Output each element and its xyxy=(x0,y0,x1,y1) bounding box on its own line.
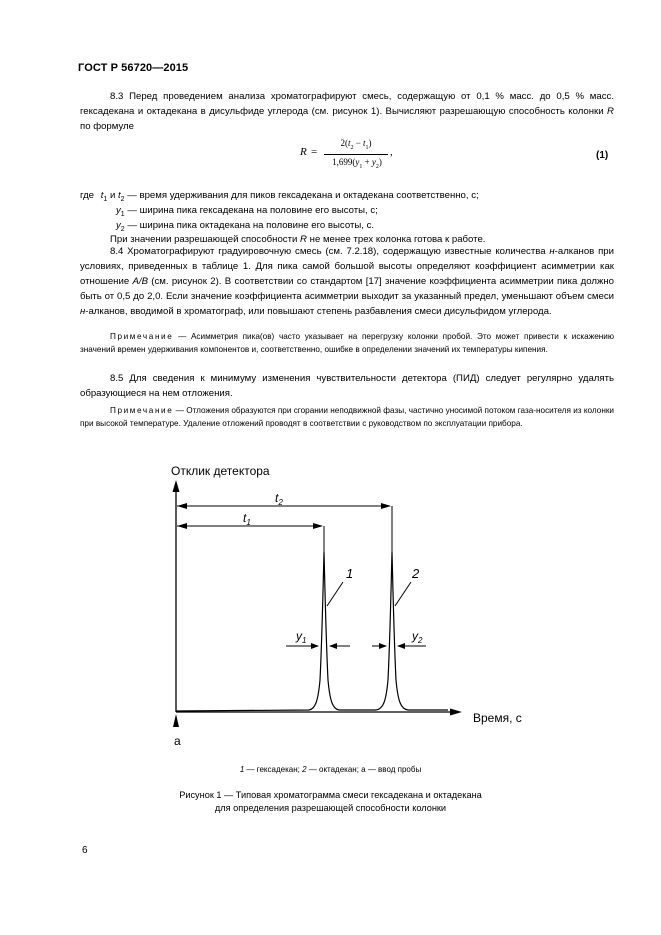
where-y2: y xyxy=(116,220,121,231)
x-axis-label: Время, с xyxy=(473,711,522,725)
formula-lhs: R xyxy=(300,146,307,158)
where-t2: t xyxy=(117,190,121,201)
section-8-4-n2: н xyxy=(80,306,86,317)
formula-eq: = xyxy=(311,146,318,158)
where-y2-desc: — ширина пика октадекана на половине его высоты, с. xyxy=(127,220,375,231)
figure-caption xyxy=(0,789,661,815)
y2-label: $y_2$ xyxy=(412,629,423,645)
document-header: ГОСТ Р 56720—2015 xyxy=(78,62,189,74)
note-2-label: Примечание xyxy=(110,406,174,415)
t1-right-arrow-icon xyxy=(313,523,323,529)
y-axis-arrow-icon xyxy=(173,480,180,492)
figure-legend xyxy=(0,765,661,774)
y1-right-arrow-icon xyxy=(329,643,337,649)
num-t1: t xyxy=(363,138,366,148)
injection-arrow-icon xyxy=(173,714,179,727)
den-y2: y xyxy=(371,157,376,167)
caption-line-2: для определения разрешающей способности колонки xyxy=(214,803,447,813)
where-y1-desc: — ширина пика гексадекана на половине его высоты, с; xyxy=(127,205,378,216)
peak-2-leader xyxy=(395,582,411,606)
t1-label: $t_1$ xyxy=(243,511,251,527)
y1-label: $y_1$ xyxy=(296,629,307,645)
num-coef: 2 xyxy=(340,138,345,148)
y2-left-arrow-icon xyxy=(379,643,387,649)
where-y1-sub: 1 xyxy=(120,210,125,218)
y1-left-arrow-icon xyxy=(311,643,319,649)
formula-numerator: $2(t_2 - t_1)$ xyxy=(340,138,372,151)
where-t1-sub: 1 xyxy=(103,195,108,203)
resolution-after: не менее трех колонка готова к работе. xyxy=(309,234,486,245)
section-8-4-n1: н xyxy=(549,246,555,257)
caption-line-1: Рисунок 1 — Типовая хроматограмма смеси гексадекана и октадекана xyxy=(179,790,482,800)
section-8-4-p2: -алканов при условиях, приведенных в таблице 1. Для пика самой большой высоты определяют коэффициент асимметрии как отношение xyxy=(80,246,614,287)
legend-value-2: — октадекан; а — ввод пробы xyxy=(308,765,422,774)
where-t-desc: — время удерживания для пиков гексадекана и октадекана соответственно, с; xyxy=(127,190,479,201)
section-8-5-text: 8.5 Для сведения к минимуму изменения чувствительности детектора (ПИД) следует регулярно удалять образующиеся на нем отложения. xyxy=(80,373,614,399)
num-t2-sub: 2 xyxy=(350,144,354,151)
den-y1-sub: 1 xyxy=(359,163,363,170)
page-number: 6 xyxy=(82,845,88,856)
y2-right-arrow-icon xyxy=(397,643,405,649)
formula-comma: , xyxy=(390,146,393,158)
where-t2-sub: 2 xyxy=(120,195,125,203)
section-8-3-tail: по формуле xyxy=(80,121,134,132)
section-8-4-ab: A/B xyxy=(132,276,148,287)
resolution-before: При значении разрешающей способности xyxy=(110,234,298,245)
note-2-text: — Отложения образуются при сгорании неподвижной фазы, частично уносимой потоком газа-носителя из колонки при высокой температуре. Удаление отложений проводят в соответствии с руководством по эксплуатации прибора. xyxy=(80,406,615,428)
resolution-var: R xyxy=(300,234,307,245)
peak-2-label: 2 xyxy=(412,566,420,581)
where-and: и xyxy=(109,190,116,201)
t1-left-arrow-icon xyxy=(177,523,187,529)
note-1-text: — Асимметрия пика(ов) часто указывает на перегрузку колонки пробой. Это может привести к искажению значений времен удерживания компонентов и, соответственно, ошибке в определении значений их температуры кипения. xyxy=(80,332,614,354)
note-1-label: Примечание xyxy=(110,332,174,341)
t2-label: $t_2$ xyxy=(275,491,283,507)
where-y1: y xyxy=(116,205,121,216)
formula-denominator: $1,699(y_1 + y_2)$ xyxy=(332,157,382,170)
legend-key-2: 2 xyxy=(302,765,307,774)
den-coef: 1,699 xyxy=(332,157,353,167)
num-t1-sub: 1 xyxy=(365,144,369,151)
injection-label: а xyxy=(174,734,181,748)
section-8-3-var: R xyxy=(607,106,614,117)
den-y2-sub: 2 xyxy=(375,163,379,170)
section-8-3-text: 8.3 Перед проведением анализа хроматографируют смесь, содержащую от 0,1 % масс. до 0,5 % масс. гексадекана и октадекана в дисульфиде углерода (см. рисунок 1). Вычисляют разрешающую способность колонки xyxy=(80,91,614,117)
section-8-4-p3: (см. рисунок 2). В соответствии со стандартом [17] значение коэффициента асимметрии пика должно быть от 0,5 до 2,0. Если значение коэффициента асимметрии выходит за указанный предел, уменьшают объем смеси xyxy=(80,276,614,302)
where-intro: где xyxy=(80,190,95,201)
legend-key-1: 1 xyxy=(239,765,245,774)
section-8-4-p1: 8.4 Хроматографируют градуировочную смесь (см. 7.2.18), содержащую известные количества xyxy=(110,246,546,257)
peak-1-leader xyxy=(327,582,343,606)
x-axis-arrow-icon xyxy=(450,709,462,716)
peak-1-label: 1 xyxy=(346,566,354,581)
where-y2-sub: 2 xyxy=(120,225,125,233)
formula-number: (1) xyxy=(596,150,609,161)
t2-right-arrow-icon xyxy=(381,503,391,509)
num-t2: t xyxy=(347,138,351,148)
num-minus: − xyxy=(355,138,361,148)
den-plus: + xyxy=(364,157,370,167)
t2-left-arrow-icon xyxy=(177,503,187,509)
den-y1: y xyxy=(355,157,360,167)
section-8-4-p4: -алканов, вводимой в хроматограф, или повышают степень разбавления смеси дисульфидом углерода. xyxy=(85,306,552,317)
y-axis-label: Отклик детектора xyxy=(171,464,270,478)
legend-value-1: — гексадекан; xyxy=(246,765,300,774)
where-t1: t xyxy=(100,190,104,201)
